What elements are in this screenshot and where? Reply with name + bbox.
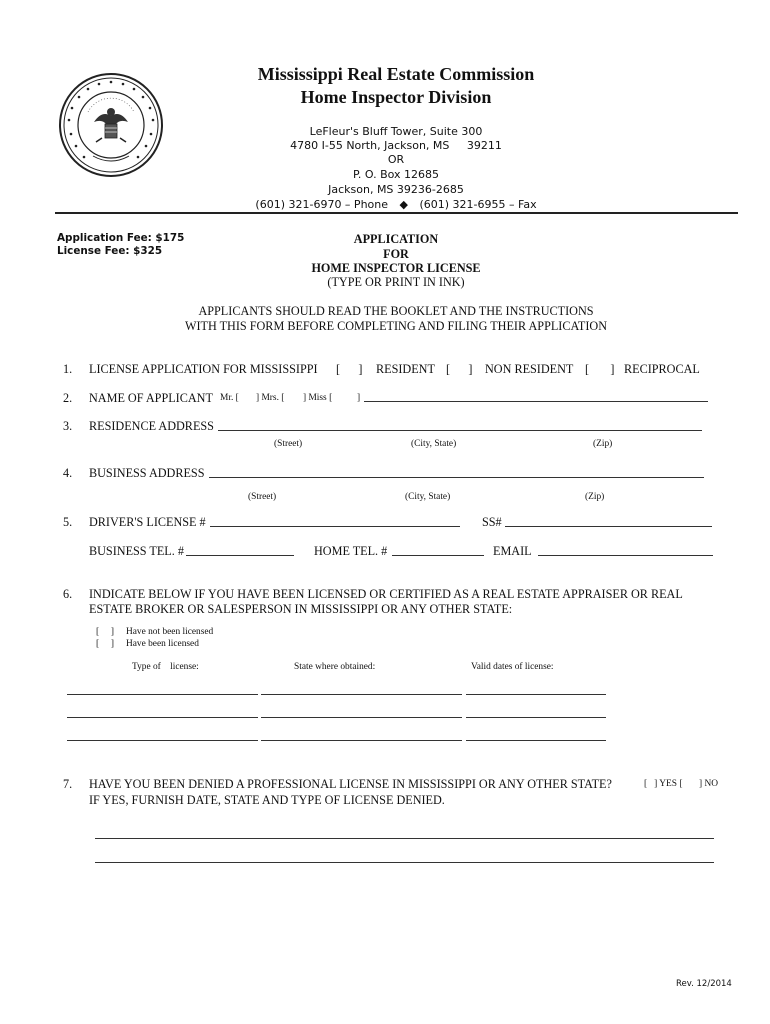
res-zip-caption: (Zip) [593, 439, 613, 449]
licensed-label: Have been licensed [126, 639, 199, 649]
division-title: Home Inspector Division [300, 87, 492, 107]
non-resident-label: NON RESIDENT [485, 362, 574, 376]
license-type-field[interactable] [67, 717, 258, 718]
state-obtained-header: State where obtained: [294, 662, 376, 672]
denial-details-field[interactable] [95, 862, 714, 863]
q6-line-1: INDICATE BELOW IF YOU HAVE BEEN LICENSED OR CERTIFIED AS A REAL ESTATE APPRAISER OR REAL [89, 587, 683, 601]
address-or: OR [387, 153, 405, 166]
q7-number: 7. [63, 777, 73, 791]
residence-address-field[interactable] [218, 430, 702, 431]
not-licensed-label: Have not been licensed [126, 627, 214, 637]
business-tel-label: BUSINESS TEL. # [89, 544, 184, 558]
miss-option[interactable]: ] Miss [ [303, 393, 333, 403]
business-address-field[interactable] [209, 477, 704, 478]
mr-option[interactable]: Mr. [ [220, 393, 239, 403]
miss-bracket-close: ] [357, 393, 361, 403]
drivers-license-label: DRIVER'S LICENSE # [89, 515, 206, 529]
state-obtained-field[interactable] [261, 717, 462, 718]
email-field[interactable] [538, 555, 713, 556]
drivers-license-field[interactable] [210, 526, 460, 527]
q3-label: RESIDENCE ADDRESS [89, 419, 214, 433]
q7-line-1: HAVE YOU BEEN DENIED A PROFESSIONAL LICENSE IN MISSISSIPPI OR ANY OTHER STATE? [89, 777, 612, 791]
denial-details-field[interactable] [95, 838, 714, 839]
not-licensed-checkbox[interactable]: [ ] [96, 627, 114, 637]
instructions-line-1: APPLICANTS SHOULD READ THE BOOKLET AND THE INSTRUCTIONS [198, 304, 594, 318]
non-resident-checkbox[interactable]: [ ] [446, 362, 473, 376]
resident-label: RESIDENT [376, 362, 435, 376]
reciprocal-label: RECIPROCAL [624, 362, 700, 376]
mrs-label: Mrs. [261, 393, 279, 403]
application-fee: Application Fee: $175 [57, 232, 185, 244]
reciprocal-checkbox[interactable]: [ ] [585, 362, 615, 376]
applicant-name-field[interactable] [364, 401, 708, 402]
q4-label: BUSINESS ADDRESS [89, 466, 205, 480]
q3-number: 3. [63, 419, 73, 433]
state-obtained-field[interactable] [261, 694, 462, 695]
q6-line-2: ESTATE BROKER OR SALESPERSON IN MISSISSIPPI OR ANY OTHER STATE: [89, 602, 513, 616]
phone-number: (601) 321-6970 – Phone [255, 198, 389, 211]
valid-dates-field[interactable] [466, 717, 606, 718]
resident-checkbox[interactable]: [ ] [336, 362, 363, 376]
phone-fax-line [196, 198, 596, 211]
bus-city-caption: (City, State) [405, 492, 451, 502]
home-tel-field[interactable] [392, 555, 484, 556]
address-line-3: P. O. Box 12685 [352, 168, 440, 181]
app-title-line-3: HOME INSPECTOR LICENSE [311, 261, 481, 275]
state-seal-logo [58, 72, 164, 178]
license-type-header: Type of license: [132, 662, 199, 672]
state-obtained-field[interactable] [261, 740, 462, 741]
ss-label: SS# [482, 515, 502, 529]
q1-number: 1. [63, 362, 73, 376]
valid-dates-header: Valid dates of license: [471, 662, 554, 672]
valid-dates-field[interactable] [466, 694, 606, 695]
miss-label: Miss [308, 393, 327, 403]
yes-option[interactable]: [ ] YES [ [644, 779, 683, 789]
q1-label: LICENSE APPLICATION FOR MISSISSIPPI [89, 362, 318, 376]
yes-label: YES [659, 779, 677, 789]
valid-dates-field[interactable] [466, 740, 606, 741]
bus-zip-caption: (Zip) [585, 492, 605, 502]
revision-date: Rev. 12/2014 [676, 979, 732, 989]
res-street-caption: (Street) [274, 439, 303, 449]
license-type-field[interactable] [67, 694, 258, 695]
q7-line-2: IF YES, FURNISH DATE, STATE AND TYPE OF LICENSE DENIED. [89, 793, 445, 807]
licensed-checkbox[interactable]: [ ] [96, 639, 114, 649]
license-fee: License Fee: $325 [57, 245, 163, 257]
email-label: EMAIL [493, 544, 532, 558]
header-divider [55, 212, 738, 214]
instructions-line-2: WITH THIS FORM BEFORE COMPLETING AND FILING THEIR APPLICATION [184, 319, 608, 333]
diamond-icon: ◆ [399, 198, 408, 211]
mrs-option[interactable]: ] Mrs. [ [256, 393, 285, 403]
mr-label: Mr. [220, 393, 234, 403]
commission-title: Mississippi Real Estate Commission [257, 64, 535, 84]
q2-label: NAME OF APPLICANT [89, 391, 213, 405]
bus-street-caption: (Street) [248, 492, 277, 502]
q6-number: 6. [63, 587, 73, 601]
no-label: NO [704, 779, 719, 789]
app-title-line-1: APPLICATION [353, 232, 439, 246]
address-line-2: 4780 I-55 North, Jackson, MS 39211 [290, 139, 502, 152]
app-title-line-2: FOR [383, 247, 409, 261]
address-line-4: Jackson, MS 39236-2685 [328, 183, 464, 196]
q4-number: 4. [63, 466, 73, 480]
res-city-caption: (City, State) [411, 439, 457, 449]
fax-number: (601) 321-6955 – Fax [419, 198, 537, 211]
q2-number: 2. [63, 391, 73, 405]
no-option[interactable]: ] NO [699, 779, 719, 789]
ss-field[interactable] [505, 526, 712, 527]
address-line-1: LeFleur's Bluff Tower, Suite 300 [309, 125, 483, 138]
app-title-line-4: (TYPE OR PRINT IN INK) [327, 275, 465, 289]
license-type-field[interactable] [67, 740, 258, 741]
home-tel-label: HOME TEL. # [314, 544, 388, 558]
business-tel-field[interactable] [186, 555, 294, 556]
q5-number: 5. [63, 515, 73, 529]
